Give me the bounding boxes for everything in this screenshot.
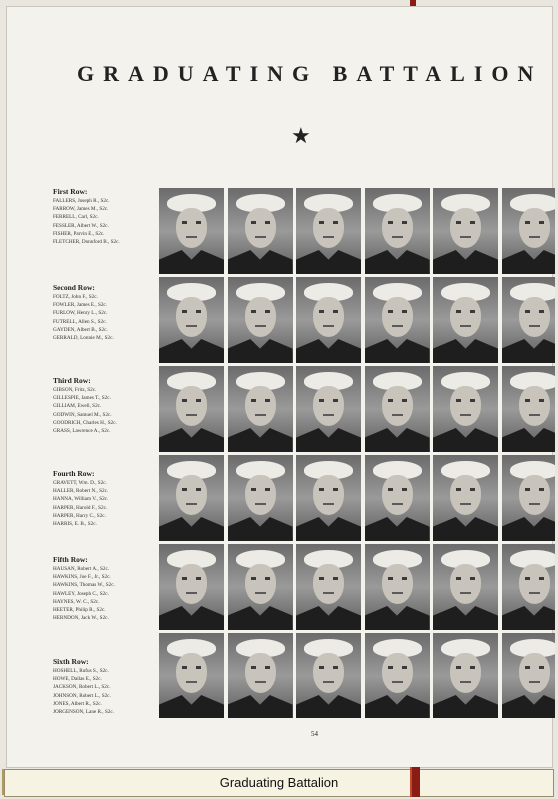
student-name: JACKSON, Robert L., S2c. — [53, 684, 111, 691]
portrait-face — [313, 208, 344, 248]
portrait-face — [382, 653, 413, 693]
portrait-photo — [296, 188, 361, 274]
portrait-photo — [502, 633, 556, 718]
portrait-mouth — [529, 236, 540, 238]
student-name: GAYDEN, Albert B., S2c. — [53, 326, 108, 333]
portrait-collar — [296, 339, 361, 363]
portrait-face — [450, 208, 481, 248]
portrait-photo — [296, 277, 361, 363]
portrait-mouth — [460, 681, 471, 683]
student-name: HAWKINS, Joe F., Jr., S2c. — [53, 574, 111, 581]
portrait-face — [382, 386, 413, 426]
portrait-photo — [502, 277, 556, 363]
portrait-photo — [296, 544, 361, 630]
portrait-eyes — [388, 399, 407, 402]
portrait-eyes — [456, 488, 475, 491]
student-name: FURLOW, Henry L., S2c. — [53, 310, 108, 317]
portrait-eyes — [319, 221, 338, 224]
student-name: FOLTZ, John F., S2c. — [53, 294, 98, 300]
portrait-face — [176, 564, 207, 604]
portrait-collar — [365, 606, 430, 630]
portrait-face — [176, 475, 207, 515]
portrait-eyes — [319, 310, 338, 313]
portrait-mouth — [323, 236, 334, 238]
portrait-mouth — [392, 592, 403, 594]
row-block — [53, 469, 163, 528]
portrait-eyes — [319, 399, 338, 402]
portrait-face — [176, 297, 207, 337]
portrait-face — [519, 564, 550, 604]
portrait-face — [519, 297, 550, 337]
portrait-photo — [365, 188, 430, 274]
portrait-face — [176, 386, 207, 426]
portrait-face — [450, 475, 481, 515]
portrait-mouth — [529, 503, 540, 505]
portrait-mouth — [255, 414, 266, 416]
portrait-photo — [433, 277, 498, 363]
portrait-eyes — [319, 577, 338, 580]
portrait-eyes — [525, 577, 544, 580]
portrait-eyes — [525, 310, 544, 313]
portrait-collar — [159, 428, 224, 452]
portrait-face — [245, 653, 276, 693]
portrait-collar — [502, 606, 556, 630]
portrait-face — [450, 653, 481, 693]
portrait-eyes — [182, 666, 201, 669]
student-name: HARPER, Harry C., S2c. — [53, 512, 106, 519]
portrait-collar — [433, 606, 498, 630]
yearbook-page — [6, 6, 553, 768]
portrait-mouth — [529, 592, 540, 594]
portrait-collar — [433, 250, 498, 274]
student-name: FUTRELL, Allen S., S2c. — [53, 318, 107, 325]
portrait-mouth — [529, 414, 540, 416]
portrait-eyes — [251, 666, 270, 669]
portrait-mouth — [323, 681, 334, 683]
portrait-collar — [228, 695, 293, 718]
portrait-face — [450, 564, 481, 604]
portrait-photo — [159, 455, 224, 541]
portrait-collar — [228, 517, 293, 541]
portrait-photo — [228, 277, 293, 363]
portrait-mouth — [529, 681, 540, 683]
portrait-eyes — [251, 488, 270, 491]
portrait-photo — [228, 544, 293, 630]
portrait-eyes — [525, 399, 544, 402]
row-heading: Fifth Row: — [53, 555, 88, 564]
portrait-collar — [502, 428, 556, 452]
student-name: GRAVETT, Wm. D., S2c. — [53, 480, 107, 486]
portrait-photo — [502, 188, 556, 274]
student-name: GRASS, Lawrence A., S2c. — [53, 428, 111, 435]
portrait-collar — [159, 339, 224, 363]
portrait-face — [519, 208, 550, 248]
portrait-eyes — [182, 399, 201, 402]
portrait-photo — [228, 633, 293, 718]
student-name: HAUSAN, Robert A., S2c. — [53, 566, 110, 572]
portrait-eyes — [251, 221, 270, 224]
portrait-collar — [159, 695, 224, 718]
portrait-eyes — [456, 399, 475, 402]
portrait-photo — [433, 633, 498, 718]
portrait-mouth — [323, 414, 334, 416]
portrait-face — [245, 297, 276, 337]
student-name: HALLER, Robert N., S2c. — [53, 488, 109, 495]
student-name: HAWKINS, Thomas W., S2c. — [53, 582, 115, 589]
portrait-collar — [365, 339, 430, 363]
portrait-mouth — [186, 325, 197, 327]
portrait-face — [176, 208, 207, 248]
student-name: GILLESPIE, James T., S2c. — [53, 395, 111, 402]
student-name: GODWIN, Samuel M., S2c. — [53, 411, 112, 418]
portrait-mouth — [392, 503, 403, 505]
portrait-face — [313, 475, 344, 515]
portrait-face — [313, 564, 344, 604]
portrait-face — [382, 297, 413, 337]
student-name: HEETER, Philip R., S2c. — [53, 607, 106, 614]
portrait-photo — [159, 277, 224, 363]
portrait-photo — [159, 544, 224, 630]
portrait-photo — [502, 544, 556, 630]
portrait-collar — [296, 606, 361, 630]
portrait-collar — [433, 428, 498, 452]
student-name: FLETCHER, Donnford B., S2c. — [53, 239, 120, 246]
portrait-collar — [433, 517, 498, 541]
portrait-photo — [159, 366, 224, 452]
student-name: FOWLER, James E., S2c. — [53, 302, 108, 309]
portrait-mouth — [186, 592, 197, 594]
row-block — [53, 555, 163, 622]
portrait-mouth — [460, 503, 471, 505]
portrait-mouth — [255, 325, 266, 327]
photo-grid — [159, 188, 555, 718]
portrait-photo — [433, 366, 498, 452]
row-heading: Fourth Row: — [53, 469, 95, 478]
student-name: HAWLEY, Joseph C., S2c. — [53, 590, 109, 597]
student-name: JORGENSON, Lane R., S2c. — [53, 709, 114, 716]
portrait-photo — [365, 455, 430, 541]
portrait-photo — [502, 366, 556, 452]
portrait-eyes — [388, 488, 407, 491]
portrait-face — [313, 386, 344, 426]
portrait-eyes — [525, 666, 544, 669]
portrait-mouth — [460, 592, 471, 594]
portrait-face — [382, 475, 413, 515]
portrait-collar — [159, 606, 224, 630]
portrait-eyes — [525, 488, 544, 491]
portrait-photo — [433, 188, 498, 274]
portrait-mouth — [186, 236, 197, 238]
portrait-eyes — [251, 577, 270, 580]
portrait-eyes — [251, 399, 270, 402]
student-name: HOWE, Dallas E., S2c. — [53, 676, 102, 683]
portrait-collar — [502, 339, 556, 363]
portrait-eyes — [456, 310, 475, 313]
portrait-face — [382, 208, 413, 248]
portrait-collar — [228, 428, 293, 452]
portrait-collar — [296, 428, 361, 452]
row-heading: Second Row: — [53, 283, 95, 292]
portrait-photo — [159, 633, 224, 718]
student-name: GILLIAM, Ewell, S2c. — [53, 403, 102, 410]
portrait-photo — [502, 455, 556, 541]
page-title: GRADUATING BATTALION — [77, 61, 543, 86]
portrait-face — [313, 297, 344, 337]
portrait-collar — [365, 428, 430, 452]
portrait-eyes — [182, 488, 201, 491]
portrait-eyes — [388, 310, 407, 313]
row-heading: First Row: — [53, 187, 88, 196]
row-heading: Sixth Row: — [53, 657, 89, 666]
portrait-face — [519, 653, 550, 693]
row-block — [53, 187, 163, 246]
portrait-mouth — [529, 325, 540, 327]
portrait-collar — [365, 250, 430, 274]
portrait-collar — [502, 517, 556, 541]
portrait-collar — [433, 339, 498, 363]
portrait-eyes — [319, 666, 338, 669]
portrait-eyes — [456, 666, 475, 669]
portrait-collar — [228, 250, 293, 274]
portrait-eyes — [525, 221, 544, 224]
portrait-collar — [228, 339, 293, 363]
row-block — [53, 283, 163, 342]
portrait-collar — [502, 695, 556, 718]
portrait-mouth — [323, 592, 334, 594]
page-caption: Graduating Battalion — [219, 775, 339, 790]
portrait-face — [519, 386, 550, 426]
portrait-mouth — [186, 414, 197, 416]
student-name: FERRELL, Carl, S2c. — [53, 214, 99, 221]
portrait-photo — [228, 366, 293, 452]
portrait-photo — [159, 188, 224, 274]
student-name: HARPER, Harold F., S2c. — [53, 504, 108, 511]
portrait-mouth — [460, 325, 471, 327]
portrait-photo — [365, 544, 430, 630]
portrait-collar — [159, 517, 224, 541]
student-name: JOHNSON, Robert L., S2c. — [53, 692, 111, 699]
portrait-face — [382, 564, 413, 604]
portrait-mouth — [323, 503, 334, 505]
student-name: HERNDON, Jack W., S2c. — [53, 615, 109, 622]
portrait-mouth — [392, 236, 403, 238]
portrait-mouth — [460, 236, 471, 238]
portrait-face — [313, 653, 344, 693]
bookmark-ribbon[interactable] — [410, 767, 420, 797]
row-block — [53, 657, 163, 716]
portrait-face — [245, 208, 276, 248]
portrait-collar — [159, 250, 224, 274]
portrait-collar — [296, 250, 361, 274]
student-name: GOODRICH, Charles H., S2c. — [53, 419, 117, 426]
portrait-eyes — [319, 488, 338, 491]
student-name: HAYNES, W. C., S2c. — [53, 598, 100, 605]
star-icon: ★ — [291, 123, 311, 148]
student-name: FESSLER, Albert W., S2c. — [53, 222, 109, 229]
portrait-eyes — [388, 666, 407, 669]
student-name: GERRALD, Lonnie M., S2c. — [53, 335, 114, 342]
portrait-face — [245, 386, 276, 426]
portrait-photo — [228, 188, 293, 274]
portrait-eyes — [388, 577, 407, 580]
portrait-eyes — [456, 577, 475, 580]
portrait-mouth — [323, 325, 334, 327]
row-heading: Third Row: — [53, 376, 91, 385]
page-number: 54 — [311, 730, 318, 738]
portrait-collar — [365, 695, 430, 718]
portrait-mouth — [392, 681, 403, 683]
portrait-mouth — [255, 503, 266, 505]
portrait-face — [176, 653, 207, 693]
portrait-eyes — [251, 310, 270, 313]
portrait-face — [245, 475, 276, 515]
portrait-face — [245, 564, 276, 604]
portrait-collar — [296, 695, 361, 718]
portrait-photo — [365, 366, 430, 452]
portrait-photo — [433, 544, 498, 630]
portrait-photo — [365, 633, 430, 718]
portrait-mouth — [186, 681, 197, 683]
portrait-photo — [228, 455, 293, 541]
portrait-eyes — [182, 221, 201, 224]
student-name: FARROW, James M., S2c. — [53, 206, 109, 213]
portrait-eyes — [182, 310, 201, 313]
student-name: GIBSON, Fritz, S2c. — [53, 387, 97, 393]
portrait-photo — [365, 277, 430, 363]
student-name: HOSHELL, Rufus S., S2c. — [53, 668, 109, 674]
portrait-eyes — [388, 221, 407, 224]
portrait-face — [450, 297, 481, 337]
portrait-collar — [433, 695, 498, 718]
student-name: HARRIS, E. B., S2c. — [53, 521, 97, 528]
portrait-photo — [296, 633, 361, 718]
student-name: FISHER, Parvin E., S2c. — [53, 230, 105, 237]
portrait-mouth — [392, 325, 403, 327]
portrait-face — [519, 475, 550, 515]
portrait-mouth — [186, 503, 197, 505]
student-name: JONES, Albert R., S2c. — [53, 700, 102, 707]
portrait-collar — [228, 606, 293, 630]
portrait-collar — [502, 250, 556, 274]
student-name: FALLERS, Joseph R., S2c. — [53, 198, 110, 204]
portrait-face — [450, 386, 481, 426]
portrait-collar — [365, 517, 430, 541]
portrait-eyes — [182, 577, 201, 580]
portrait-mouth — [255, 681, 266, 683]
portrait-collar — [296, 517, 361, 541]
portrait-photo — [433, 455, 498, 541]
portrait-mouth — [255, 592, 266, 594]
portrait-photo — [296, 366, 361, 452]
portrait-photo — [296, 455, 361, 541]
portrait-mouth — [392, 414, 403, 416]
portrait-mouth — [255, 236, 266, 238]
row-block — [53, 376, 163, 435]
portrait-eyes — [456, 221, 475, 224]
caption-bar — [4, 769, 554, 797]
student-name: HANNA, William V., S2c. — [53, 496, 109, 503]
portrait-mouth — [460, 414, 471, 416]
